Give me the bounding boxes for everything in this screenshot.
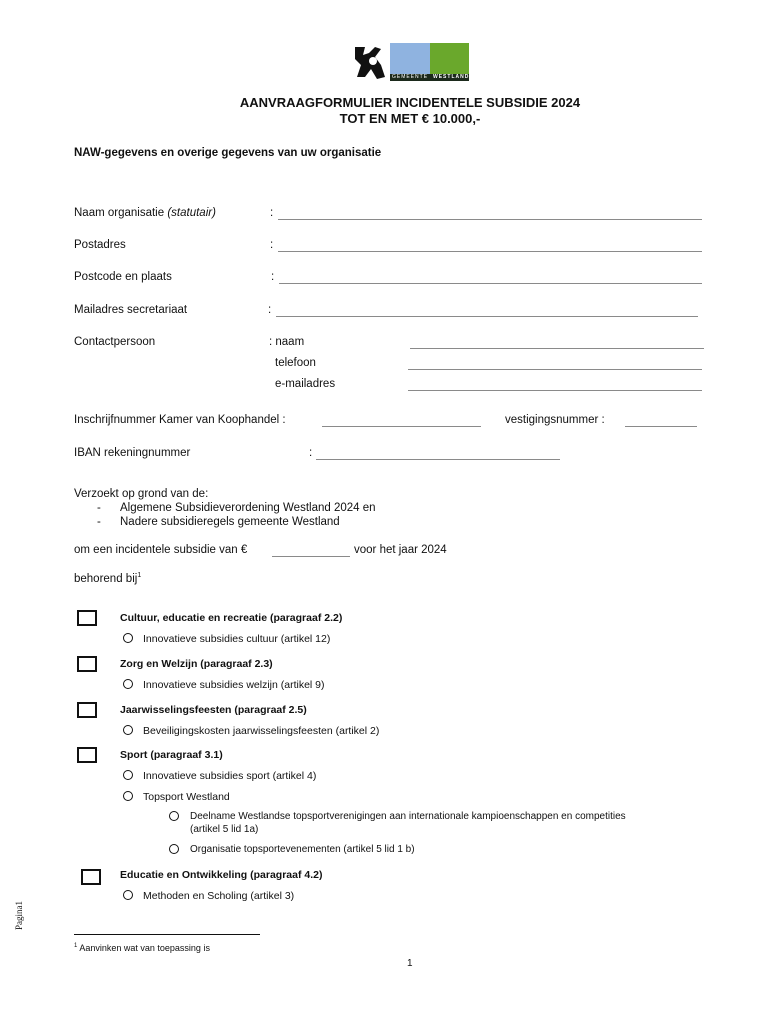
naam-organisatie-label: Naam organisatie (statutair) [74,207,216,219]
postadres-label: Postadres [74,239,126,251]
logo-figure-icon [351,43,387,81]
checkbox-educatie[interactable] [81,869,101,885]
option-topsport: Topsport Westland [143,791,230,803]
category-educatie: Educatie en Ontwikkeling (paragraaf 4.2) [120,869,323,881]
option-topsport-organisatie: Organisatie topsportevenementen (artikel 5 lid 1 b) [190,844,415,855]
category-zorg: Zorg en Welzijn (paragraaf 2.3) [120,658,273,670]
vestigingsnummer-field[interactable] [625,426,697,427]
contact-naam-field[interactable] [410,348,704,349]
side-page-label: Pagina1 [14,901,24,930]
radio-topsport[interactable] [123,791,133,801]
option-jaarwisseling-beveiliging: Beveiligingskosten jaarwisselingsfeesten (artikel 2) [143,725,380,737]
iban-label: IBAN rekeningnummer [74,447,191,459]
amount-field[interactable] [272,556,350,557]
request-item-2: Nadere subsidieregels gemeente Westland [120,516,340,528]
vestigingsnummer-label: vestigingsnummer : [505,414,605,426]
radio-educatie-methoden[interactable] [123,890,133,900]
request-dash-1: - [97,502,101,514]
mailadres-label: Mailadres secretariaat [74,304,188,316]
contact-naam-label: : naam [269,336,305,348]
option-topsport-deelname-artikel: (artikel 5 lid 1a) [190,824,259,835]
request-intro: Verzoekt op grond van de: [74,488,209,500]
amount-prefix: om een incidentele subsidie van € [74,544,248,556]
iban-field[interactable] [316,459,560,460]
postcode-field[interactable] [279,283,702,284]
option-sport-innovatief: Innovatieve subsidies sport (artikel 4) [143,770,317,782]
logo-text-westland: WESTLAND [433,74,470,80]
category-sport: Sport (paragraaf 3.1) [120,749,223,761]
postadres-field[interactable] [278,251,702,252]
option-topsport-deelname: Deelname Westlandse topsportverenigingen aan internationale kampioenschappen en competities [190,811,626,822]
mailadres-field[interactable] [276,316,698,317]
page-number: 1 [407,958,413,969]
contact-telefoon-field[interactable] [408,369,702,370]
radio-topsport-organisatie[interactable] [169,844,179,854]
radio-jaarwisseling-beveiliging[interactable] [123,725,133,735]
logo [351,43,469,81]
form-title-line1: AANVRAAGFORMULIER INCIDENTELE SUBSIDIE 2024 [239,95,581,110]
category-jaarwisseling: Jaarwisselingsfeesten (paragraaf 2.5) [120,704,307,716]
naam-organisatie-field[interactable] [278,219,702,220]
option-zorg-innovatief: Innovatieve subsidies welzijn (artikel 9) [143,679,325,691]
radio-topsport-deelname[interactable] [169,811,179,821]
radio-sport-innovatief[interactable] [123,770,133,780]
contact-telefoon-label: telefoon [275,357,316,369]
postcode-label: Postcode en plaats [74,271,172,283]
kvk-label: Inschrijfnummer Kamer van Koophandel : [74,414,286,426]
checkbox-sport[interactable] [77,747,97,763]
checkbox-jaarwisseling[interactable] [77,702,97,718]
logo-text-gemeente: GEMEENTE [392,74,429,80]
amount-suffix: voor het jaar 2024 [354,544,447,556]
option-cultuur-innovatief: Innovatieve subsidies cultuur (artikel 12) [143,633,331,645]
postadres-colon: : [270,239,274,251]
contact-email-field[interactable] [408,390,702,391]
behorend-bij: behorend bij$^1$ [74,572,142,585]
footnote: $^1$ Aanvinken wat van toepassing is [74,943,210,953]
footnote-divider [74,934,260,935]
radio-cultuur-innovatief[interactable] [123,633,133,643]
category-cultuur: Cultuur, educatie en recreatie (paragraaf 2.2) [120,612,343,624]
section-heading: NAW-gegevens en overige gegevens van uw organisatie [74,147,382,159]
contactpersoon-label: Contactpersoon [74,336,156,348]
iban-colon: : [309,447,313,459]
mailadres-colon: : [268,304,272,316]
form-title-line2: TOT EN MET € 10.000,- [339,111,481,126]
request-item-1: Algemene Subsidieverordening Westland 2024 en [120,502,376,514]
contact-email-label: e-mailadres [275,378,336,390]
request-dash-2: - [97,516,101,528]
radio-zorg-innovatief[interactable] [123,679,133,689]
checkbox-cultuur[interactable] [77,610,97,626]
option-educatie-methoden: Methoden en Scholing (artikel 3) [143,890,295,902]
checkbox-zorg[interactable] [77,656,97,672]
naam-colon: : [270,207,274,219]
kvk-field[interactable] [322,426,481,427]
postcode-colon: : [271,271,275,283]
